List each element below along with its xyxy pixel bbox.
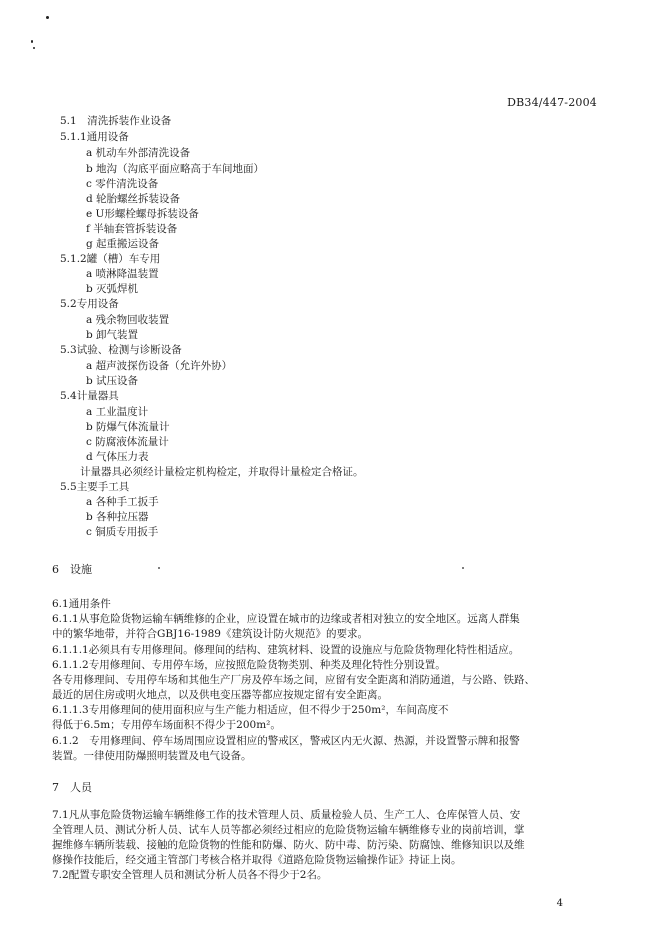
section-6-heading: 6 设施 bbox=[52, 563, 92, 576]
paragraph-line: 全管理人员、测试分析人员、试车人员等都必须经过相应的危险货物运输车辆维修专业的岗前培训，掌 bbox=[52, 824, 525, 836]
section-5-5-title: 5.5主要手工具 bbox=[60, 481, 130, 493]
paragraph-line: 最近的居住房或明火地点，以及供电变压器等都应按规定留有安全距离。 bbox=[52, 689, 388, 701]
list-item: d 轮胎螺丝拆装设备 bbox=[86, 193, 181, 205]
document-code: DB34/447-2004 bbox=[507, 96, 597, 109]
list-item: b 地沟（沟底平面应略高于车间地面） bbox=[86, 163, 265, 175]
paragraph-line: 7.2配置专职安全管理人员和测试分析人员各不得少于2名。 bbox=[52, 869, 328, 881]
list-item: b 各种拉压器 bbox=[86, 511, 149, 523]
list-item: b 卸气装置 bbox=[86, 329, 139, 341]
list-item: e U形螺栓螺母拆装设备 bbox=[86, 208, 199, 220]
list-item: b 试压设备 bbox=[86, 375, 139, 387]
list-item: c 铜质专用扳手 bbox=[86, 526, 159, 538]
paragraph-line: 6.1.1.3专用修理间的使用面积应与生产能力相适应，但不得少于250m²，车间高度不 bbox=[52, 704, 449, 716]
list-item: b 防爆气体流量计 bbox=[86, 421, 170, 433]
section-5-2-title: 5.2专用设备 bbox=[60, 298, 119, 310]
list-item: a 超声波探伤设备（允许外协） bbox=[86, 360, 233, 372]
page-number: 4 bbox=[556, 898, 563, 909]
paragraph-line: 各专用修理间、专用停车场和其他生产厂房及停车场之间，应留有安全距离和消防通道，与公路、铁路、 bbox=[52, 674, 535, 686]
paragraph-line: 6.1.1从事危险货物运输车辆维修的企业，应设置在城市的边缘或者相对独立的安全地区。远离人群集 bbox=[52, 613, 520, 625]
paragraph-line: 得低于6.5m；专用停车场面积不得少于200m²。 bbox=[52, 719, 281, 731]
section-5-1-title: 5.1 清洗拆装作业设备 bbox=[60, 115, 172, 127]
paragraph-line: 中的繁华地带，并符合GBJ16-1989《建筑设计防火规范》的要求。 bbox=[52, 628, 368, 640]
list-item: c 零件清洗设备 bbox=[86, 178, 159, 190]
list-item: a 机动车外部清洗设备 bbox=[86, 147, 191, 159]
list-item: a 喷淋降温装置 bbox=[86, 268, 159, 280]
paragraph-line: 7.1凡从事危险货物运输车辆维修工作的技术管理人员、质量检验人员、生产工人、仓库保管人员、安 bbox=[52, 809, 521, 821]
paragraph-line: 修操作技能后，经交通主管部门考核合格并取得《道路危险货物运输操作证》持证上岗。 bbox=[52, 854, 462, 866]
paragraph-line: 6.1.2 专用修理间、停车场周围应设置相应的警戒区，警戒区内无火源、热源，并设置警示牌和报警 bbox=[52, 735, 520, 747]
scan-speck bbox=[31, 40, 33, 43]
list-item: d 气体压力表 bbox=[86, 451, 149, 463]
paragraph-line: 握维修车辆所装载、接触的危险货物的性能和防爆、防火、防中毒、防污染、防腐蚀、维修知识以及维 bbox=[52, 839, 525, 851]
section-5-4-title: 5.4计量器具 bbox=[60, 390, 119, 402]
scan-speck bbox=[46, 16, 49, 19]
section-5-4-note: 计量器具必须经计量检定机构检定，并取得计量检定合格证。 bbox=[80, 466, 364, 478]
list-item: a 工业温度计 bbox=[86, 406, 149, 418]
list-item: g 起重搬运设备 bbox=[86, 238, 160, 250]
section-7-heading: 7 人员 bbox=[52, 781, 92, 794]
list-item: c 防腐液体流量计 bbox=[86, 436, 169, 448]
paragraph-line: 6.1.1.2专用修理间、专用停车场，应按照危险货物类别、种类及理化特性分别设置。 bbox=[52, 659, 446, 671]
list-item: f 半轴套管拆装设备 bbox=[86, 223, 178, 235]
scan-speck bbox=[158, 567, 160, 569]
section-5-1-1-title: 5.1.1通用设备 bbox=[60, 131, 129, 143]
scan-speck bbox=[33, 47, 35, 49]
list-item: a 残余物回收装置 bbox=[86, 314, 170, 326]
list-item: a 各种手工扳手 bbox=[86, 496, 159, 508]
paragraph-line: 6.1.1.1必须具有专用修理间。修理间的结构、建筑材料、设置的设施应与危险货物理化特性相适应。 bbox=[52, 644, 520, 656]
section-6-1-title: 6.1通用条件 bbox=[52, 598, 111, 610]
list-item: b 灭弧焊机 bbox=[86, 283, 139, 295]
section-5-3-title: 5.3试验、检测与诊断设备 bbox=[60, 344, 182, 356]
scan-speck bbox=[462, 567, 464, 569]
section-5-1-2-title: 5.1.2罐（槽）车专用 bbox=[60, 253, 161, 265]
paragraph-line: 装置。一律使用防爆照明装置及电气设备。 bbox=[52, 750, 252, 762]
